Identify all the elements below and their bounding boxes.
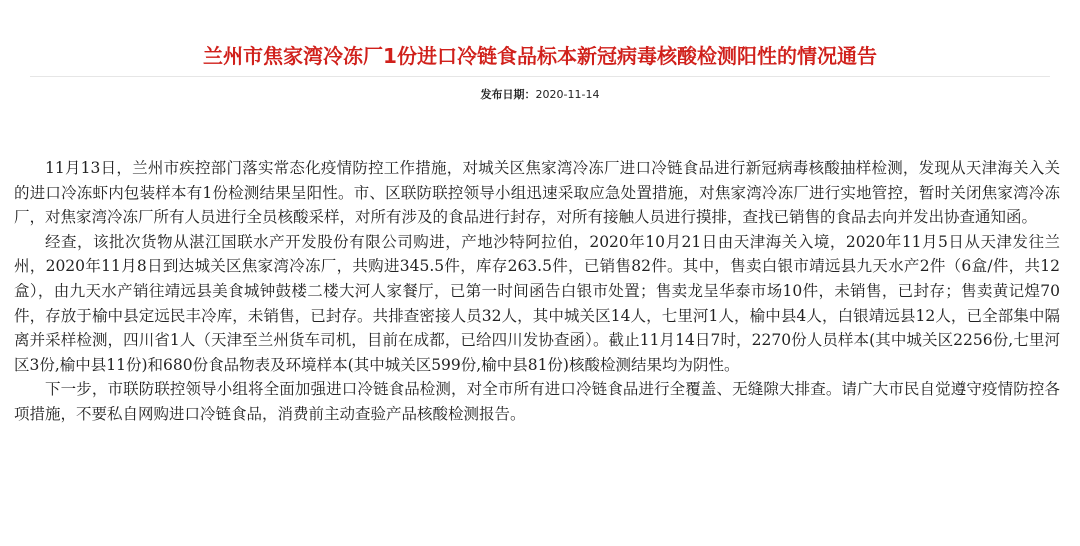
- article-body: [14, 156, 1060, 427]
- page-title: 兰州市焦家湾冷冻厂1份进口冷链食品标本新冠病毒核酸检测阳性的情况通告: [203, 44, 877, 69]
- publish-info: [0, 86, 1080, 104]
- title-divider: [30, 76, 1050, 77]
- paragraph-3: 下一步，市联防联控领导小组将全面加强进口冷链食品检测，对全市所有进口冷链食品进行全覆盖、无缝隙大排查。请广大市民自觉遵守疫情防控各项措施，不要私自网购进口冷链食品，消费前主动查验产品核酸检测报告。: [14, 380, 1060, 423]
- publish-date-label: 发布日期：: [480, 88, 536, 101]
- paragraph-2: 经查，该批次货物从湛江国联水产开发股份有限公司购进，产地沙特阿拉伯，2020年10月21日由天津海关入境，2020年11月5日从天津发往兰州，2020年11月8日到达城关区焦家湾冷冻厂，共购进345.5件，库存263.5件，已销售82件。其中，售卖白银市靖远县九天水产2件（6盒/件，共12盒），由九天水产销往靖远县美食城钟鼓楼二楼大河人家餐厅，已第一时间函告白银市处置；售卖龙呈华泰市场10件，未销售，已封存；售卖黄记煌70件，存放于榆中县定远民丰冷库，未销售，已封存。共排查密接人员32人，其中城关区14人，七里河1人，榆中县4人，白银靖远县12人，已全部集中隔离并采样检测，四川省1人（天津至兰州货车司机，目前在成都，已给四川发协查函）。截止11月14日7时，2270份人员样本(其中城关区2256份,七里河区3份,榆中县11份)和680份食品物表及环境样本(其中城关区599份,榆中县81份)核酸检测结果均为阴性。: [14, 232, 1060, 374]
- paragraph-1: 11月13日，兰州市疾控部门落实常态化疫情防控工作措施，对城关区焦家湾冷冻厂进口冷链食品进行新冠病毒核酸抽样检测，发现从天津海关入关的进口冷冻虾内包装样本有1份检测结果呈阳性。市、区联防联控领导小组迅速采取应急处置措施，对焦家湾冷冻厂进行实地管控，暂时关闭焦家湾冷冻厂，对焦家湾冷冻厂所有人员进行全员核酸采样，对所有涉及的食品进行封存，对所有接触人员进行摸排，查找已销售的食品去向并发出协查通知函。: [14, 159, 1060, 227]
- publish-date: 2020-11-14: [535, 88, 600, 101]
